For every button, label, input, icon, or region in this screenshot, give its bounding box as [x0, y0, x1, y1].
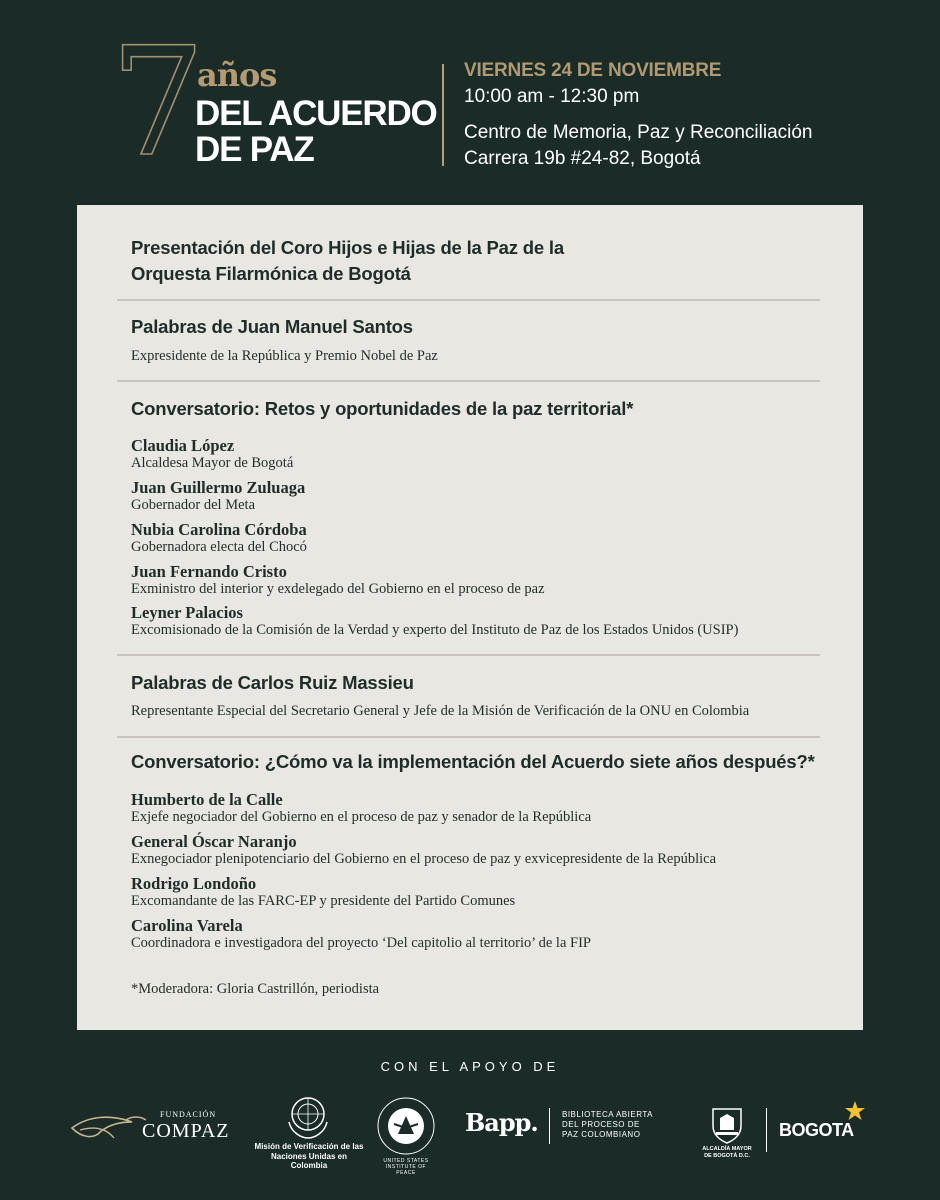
section-massieu-subtitle: Representante Especial del Secretario General y Jefe de la Misión de Verificación de la ONU en Colombia [131, 703, 750, 719]
speaker-role: Alcaldesa Mayor de Bogotá [131, 455, 294, 471]
usip-seal-icon [376, 1096, 436, 1156]
star-icon [844, 1100, 866, 1122]
alcaldia-line: ALCALDÍA MAYOR [702, 1146, 752, 1152]
bapp-line: DEL PROCESO DE [562, 1120, 640, 1129]
speaker-role: Gobernador del Meta [131, 497, 256, 513]
section-divider [117, 380, 820, 382]
event-header [0, 0, 940, 205]
speaker-name: Humberto de la Calle [131, 790, 283, 809]
speaker-role: Exjefe negociador del Gobierno en el proceso de paz y senador de la República [131, 809, 592, 825]
event-title-line2: DE PAZ [195, 130, 314, 169]
compaz-foundation-label: FUNDACIÓN [160, 1110, 217, 1119]
event-title-line1: DEL ACUERDO [195, 94, 437, 133]
event-date: VIERNES 24 DE NOVIEMBRE [464, 60, 722, 81]
speaker-role: Coordinadora e investigadora del proyecto ‘Del capitolio al territorio’ de la FIP [131, 935, 591, 951]
support-label: CON EL APOYO DE [380, 1059, 560, 1074]
speaker-role: Gobernadora electa del Chocó [131, 539, 307, 555]
speaker-name: Juan Guillermo Zuluaga [131, 478, 306, 497]
section-santos-title: Palabras de Juan Manuel Santos [131, 316, 413, 337]
header-divider [442, 64, 444, 166]
anos-label: años [197, 56, 277, 94]
speaker-name: Claudia López [131, 436, 235, 455]
speaker-name: Leyner Palacios [131, 603, 243, 622]
speaker-role: Exministro del interior y exdelegado del Gobierno en el proceso de paz [131, 581, 545, 597]
bapp-divider [549, 1108, 550, 1144]
event-venue: Centro de Memoria, Paz y Reconciliación [464, 122, 813, 143]
speaker-name: Juan Fernando Cristo [131, 562, 287, 581]
bogota-logo-text: BOGOTA [779, 1120, 854, 1140]
section-panel2-title: Conversatorio: ¿Cómo va la implementación del Acuerdo siete años después?* [131, 751, 815, 772]
speaker-item [131, 790, 591, 826]
speaker-item [131, 916, 591, 952]
speaker-item [131, 832, 716, 868]
speaker-role: Exnegociador plenipotenciario del Gobierno en el proceso de paz y exvicepresidente de la República [131, 851, 716, 867]
un-mission-text: Misión de Verificación de las Naciones Unidas en Colombia [254, 1142, 364, 1170]
alcaldia-text [700, 1146, 754, 1159]
section-panel1-title: Conversatorio: Retos y oportunidades de la paz territorial* [131, 398, 634, 419]
seven-numeral: 7 [110, 16, 206, 190]
section-divider [117, 736, 820, 738]
bogota-shield-icon [710, 1106, 744, 1144]
program-panel [77, 205, 863, 1030]
section-santos-subtitle: Expresidente de la República y Premio Nobel de Paz [131, 348, 438, 364]
un-emblem-icon [283, 1092, 333, 1140]
bapp-line: BIBLIOTECA ABIERTA [562, 1110, 653, 1119]
speaker-name: Rodrigo Londoño [131, 874, 257, 893]
bapp-line: PAZ COLOMBIANO [562, 1130, 641, 1139]
dove-icon [70, 1108, 150, 1144]
speaker-role: Excomisionado de la Comisión de la Verdad y experto del Instituto de Paz de los Estados Unidos (USIP) [131, 622, 739, 638]
compaz-logo-text: COMPAZ [142, 1120, 230, 1142]
bapp-description [562, 1110, 653, 1140]
section-massieu-title: Palabras de Carlos Ruiz Massieu [131, 672, 414, 693]
speaker-role: Excomandante de las FARC-EP y presidente del Partido Comunes [131, 893, 516, 909]
speaker-item [131, 478, 305, 514]
section-choir-title-1: Presentación del Coro Hijos e Hijas de la Paz de la [131, 237, 564, 258]
speaker-item [131, 436, 293, 472]
section-divider [117, 654, 820, 656]
bapp-logo-text: Bapp. [465, 1108, 538, 1137]
moderator-note: *Moderadora: Gloria Castrillón, periodista [131, 981, 380, 997]
speaker-item [131, 520, 307, 556]
event-address: Carrera 19b #24-82, Bogotá [464, 148, 701, 169]
speaker-item [131, 603, 738, 639]
event-time: 10:00 am - 12:30 pm [464, 86, 640, 107]
speaker-name: Carolina Varela [131, 916, 243, 935]
alcaldia-divider [766, 1108, 767, 1152]
usip-text: UNITED STATES INSTITUTE OF PEACE [383, 1158, 429, 1176]
speaker-name: Nubia Carolina Córdoba [131, 520, 307, 539]
speaker-name: General Óscar Naranjo [131, 832, 297, 851]
alcaldia-line: DE BOGOTÁ D.C. [704, 1152, 750, 1159]
section-divider [117, 299, 820, 301]
section-choir-title-2: Orquesta Filarmónica de Bogotá [131, 263, 411, 284]
speaker-item [131, 874, 515, 910]
speaker-item [131, 562, 545, 598]
